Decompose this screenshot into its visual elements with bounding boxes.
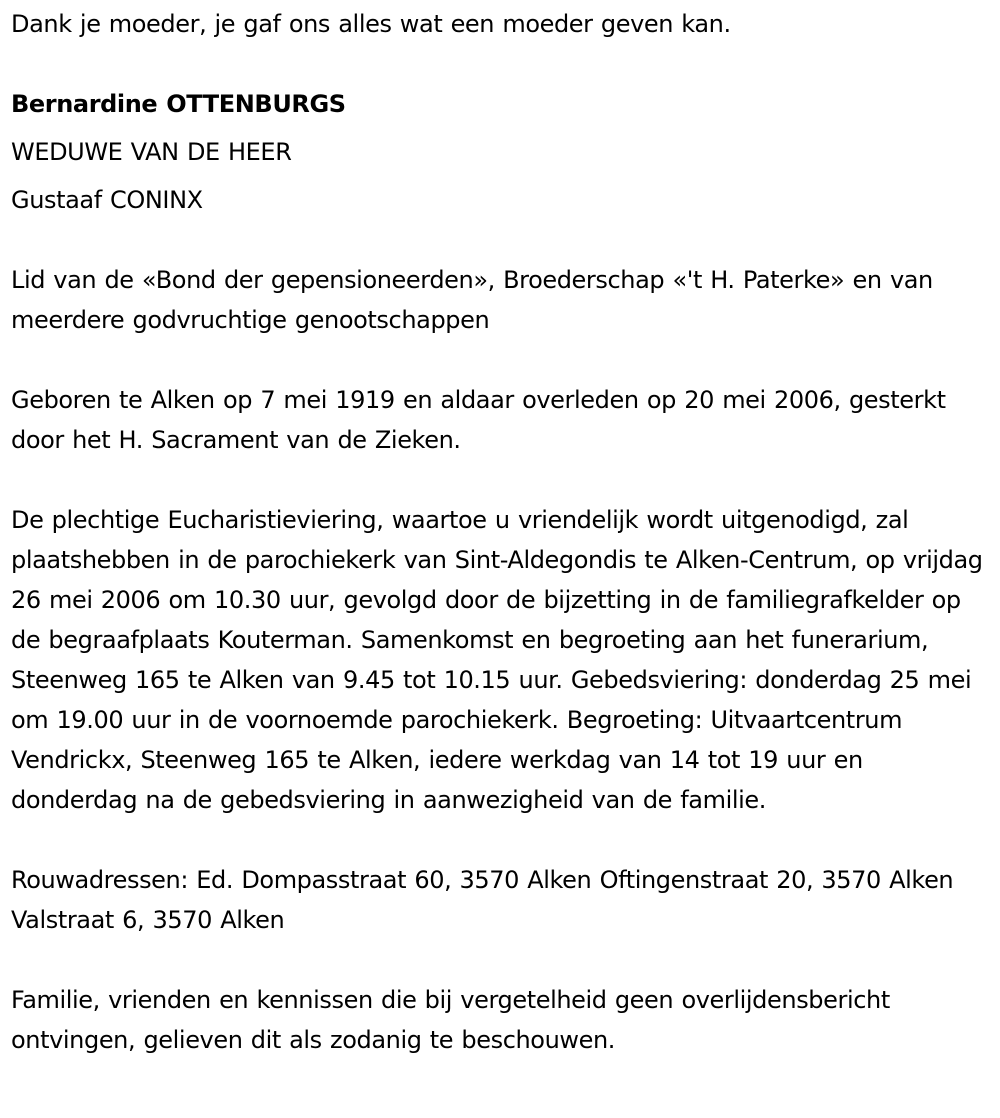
obituary-notice	[11, 0, 996, 1060]
spouse-name: Gustaaf CONINX	[11, 186, 203, 214]
opening-line: Dank je moeder, je gaf ons alles wat een moeder geven kan.	[11, 10, 731, 38]
membership-paragraph: Lid van de «Bond der gepensioneerden», Broederschap «'t H. Paterke» en van meerdere godvruchtige genootschappen	[11, 266, 933, 334]
birth-death-paragraph: Geboren te Alken op 7 mei 1919 en aldaar overleden op 20 mei 2006, gesterkt door het H. Sacrament van de Zieken.	[11, 386, 946, 454]
deceased-name: Bernardine OTTENBURGS	[11, 90, 346, 118]
mourning-addresses-paragraph: Rouwadressen: Ed. Dompasstraat 60, 3570 Alken Oftingenstraat 20, 3570 Alken Valstraat 6, 3570 Alken	[11, 866, 954, 934]
closing-note-paragraph: Familie, vrienden en kennissen die bij vergetelheid geen overlijdensbericht ontvingen, gelieven dit als zodanig te beschouwen.	[11, 986, 890, 1054]
widow-label: WEDUWE VAN DE HEER	[11, 138, 292, 166]
funeral-details-paragraph: De plechtige Eucharistieviering, waartoe u vriendelijk wordt uitgenodigd, zal plaatshebben in de parochiekerk van Sint-Aldegondis te Alken-Centrum, op vrijdag 26 mei 2006 om 10.30 uur, gevolgd door de bijzetting in de familiegrafkelder op de begraafplaats Kouterman. Samenkomst en begroeting aan het funerarium, Steenweg 165 te Alken van 9.45 tot 10.15 uur. Gebedsviering: donderdag 25 mei om 19.00 uur in de voornoemde parochiekerk. Begroeting: Uitvaartcentrum Vendrickx, Steenweg 165 te Alken, iedere werkdag van 14 tot 19 uur en donderdag na de gebedsviering in aanwezigheid van de familie.	[11, 506, 983, 814]
